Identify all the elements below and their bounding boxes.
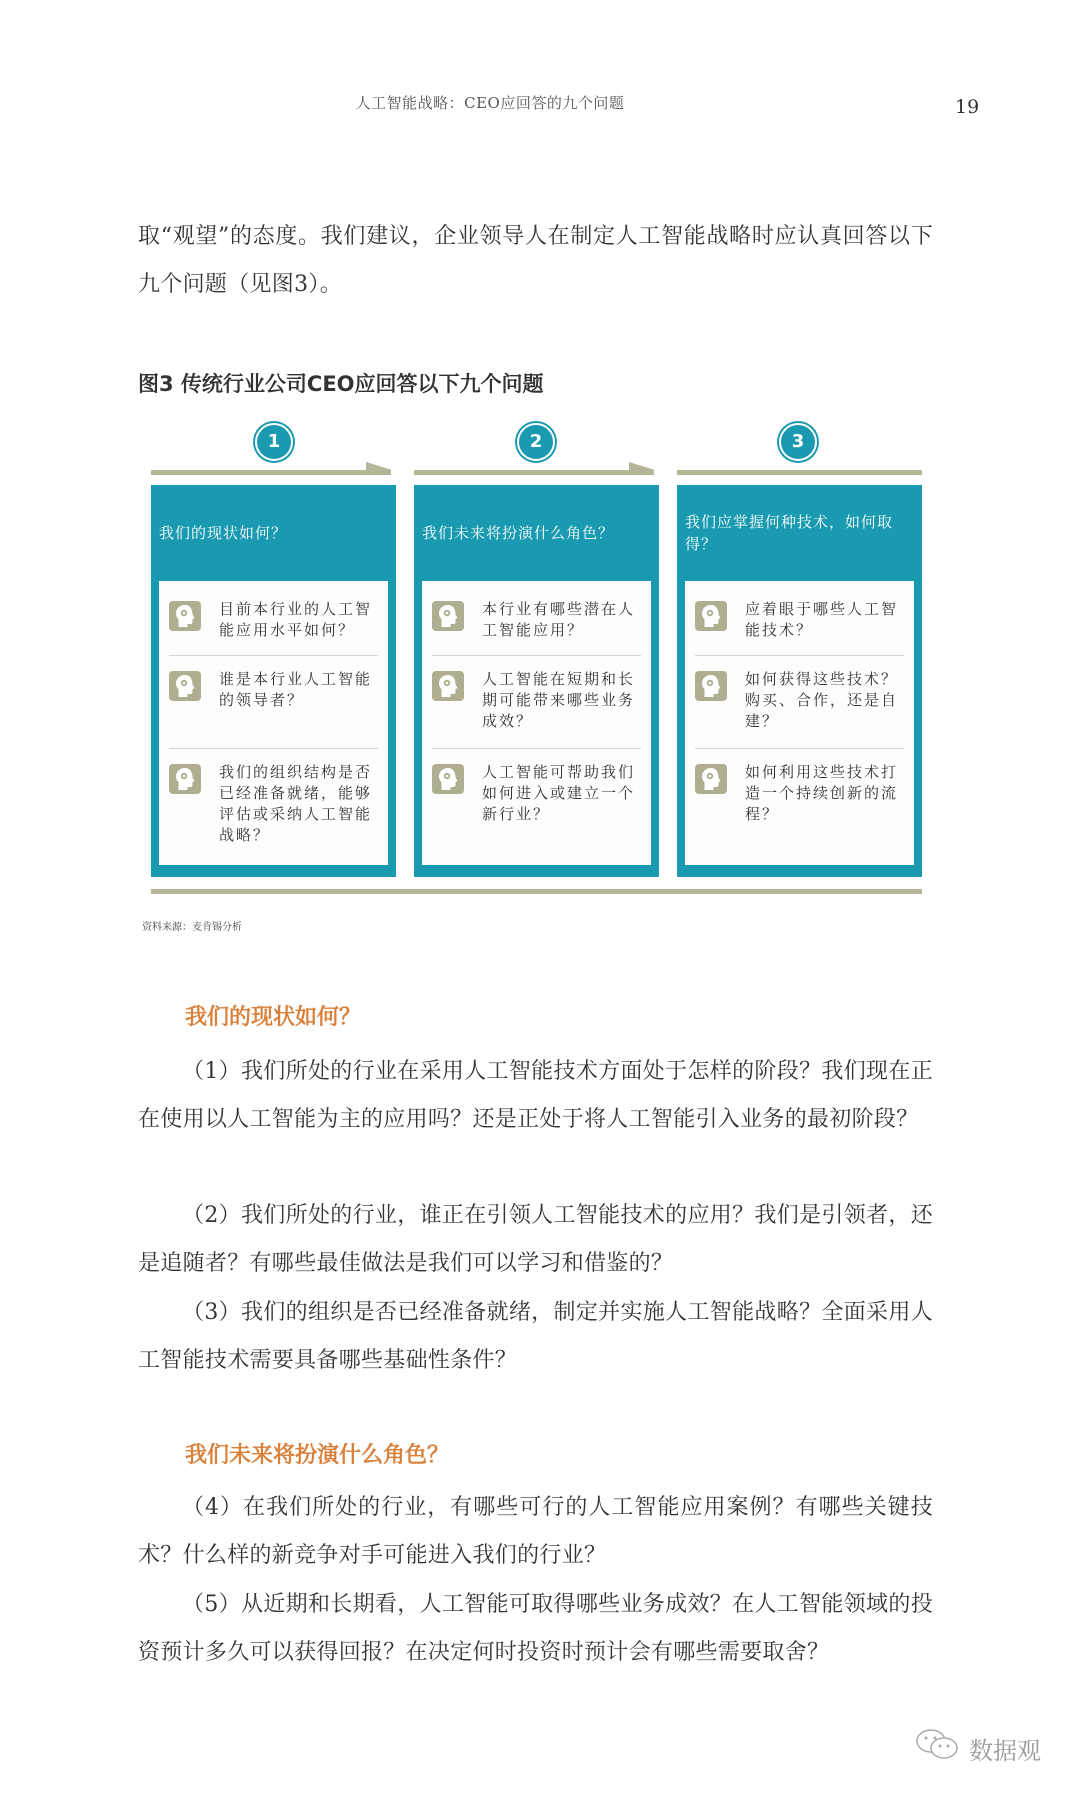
column-heading: 我们的现状如何？ bbox=[159, 524, 288, 542]
column-body bbox=[685, 581, 914, 865]
figure-bottom-bar bbox=[151, 889, 922, 894]
head-gear-icon bbox=[432, 601, 464, 631]
list-item bbox=[169, 762, 378, 846]
head-gear-icon bbox=[695, 601, 727, 631]
column-heading: 我们应掌握何种技术，如何取得？ bbox=[685, 513, 894, 553]
running-title bbox=[0, 92, 1080, 113]
running-title-text: 人工智能战略：CEO应回答的九个问题 bbox=[355, 94, 625, 112]
divider bbox=[695, 748, 904, 749]
divider bbox=[432, 655, 641, 656]
head-gear-icon bbox=[695, 764, 727, 794]
section-heading-1: 我们的现状如何？ bbox=[185, 1005, 362, 1030]
item-text: 谁是本行业人工智能的领导者？ bbox=[219, 670, 373, 709]
list-item bbox=[169, 669, 378, 711]
item-text: 如何获得这些技术？购买、合作，还是自建？ bbox=[745, 670, 899, 730]
item-text: 如何利用这些技术打造一个持续创新的流程？ bbox=[745, 763, 899, 823]
item-text: 人工智能在短期和长期可能带来哪些业务成效？ bbox=[482, 670, 636, 730]
item-text: 本行业有哪些潜在人工智能应用？ bbox=[482, 600, 636, 639]
arrow-head-icon bbox=[629, 462, 655, 470]
arrow-bar-3 bbox=[677, 470, 922, 475]
column-body bbox=[159, 581, 388, 865]
figure-column-1 bbox=[151, 485, 396, 877]
head-gear-icon bbox=[695, 671, 727, 701]
wechat-icon bbox=[915, 1728, 961, 1768]
body-paragraph-4: （4）在我们所处的行业，有哪些可行的人工智能应用案例？有哪些关键技术？什么样的新竞争对手可能进入我们的行业？ bbox=[138, 1495, 933, 1568]
arrow-bar-1 bbox=[151, 470, 391, 475]
list-item bbox=[432, 599, 641, 641]
intro-paragraph: 取“观望”的态度。我们建议，企业领导人在制定人工智能战略时应认真回答以下九个问题（见图3）。 bbox=[138, 224, 933, 297]
item-text: 我们的组织结构是否已经准备就绪，能够评估或采纳人工智能战略？ bbox=[219, 763, 373, 844]
list-item bbox=[432, 762, 641, 825]
head-gear-icon bbox=[432, 671, 464, 701]
figure-column-3 bbox=[677, 485, 922, 877]
list-item bbox=[432, 669, 641, 732]
head-gear-icon bbox=[432, 764, 464, 794]
list-item bbox=[695, 669, 904, 732]
head-gear-icon bbox=[169, 764, 201, 794]
item-text: 目前本行业的人工智能应用水平如何？ bbox=[219, 600, 373, 639]
column-heading: 我们未来将扮演什么角色？ bbox=[422, 524, 615, 542]
watermark bbox=[915, 1728, 1041, 1768]
arrow-head-icon bbox=[366, 462, 392, 470]
list-item bbox=[169, 599, 378, 641]
section-heading-2: 我们未来将扮演什么角色？ bbox=[185, 1443, 450, 1468]
item-text: 应着眼于哪些人工智能技术？ bbox=[745, 600, 899, 639]
head-gear-icon bbox=[169, 601, 201, 631]
divider bbox=[169, 655, 378, 656]
divider bbox=[695, 655, 904, 656]
page-number: 19 bbox=[955, 96, 980, 118]
arrow-bar-2 bbox=[414, 470, 654, 475]
list-item bbox=[695, 599, 904, 641]
body-paragraph-2: （2）我们所处的行业，谁正在引领人工智能技术的应用？我们是引领者，还是追随者？有哪些最佳做法是我们可以学习和借鉴的？ bbox=[138, 1203, 933, 1276]
watermark-text: 数据观 bbox=[969, 1736, 1041, 1765]
figure-source: 资料来源：麦肯锡分析 bbox=[142, 922, 242, 933]
divider bbox=[169, 748, 378, 749]
body-paragraph-5: （5）从近期和长期看，人工智能可取得哪些业务成效？在人工智能领域的投资预计多久可以获得回报？在决定何时投资时预计会有哪些需要取舍？ bbox=[138, 1592, 933, 1665]
body-paragraph-3: （3）我们的组织是否已经准备就绪，制定并实施人工智能战略？全面采用人工智能技术需要具备哪些基础性条件？ bbox=[138, 1300, 933, 1373]
step-number-2: 2 bbox=[517, 423, 555, 461]
head-gear-icon bbox=[169, 671, 201, 701]
step-number-3: 3 bbox=[779, 423, 817, 461]
column-body bbox=[422, 581, 651, 865]
body-paragraph-1: （1）我们所处的行业在采用人工智能技术方面处于怎样的阶段？我们现在正在使用以人工智能为主的应用吗？还是正处于将人工智能引入业务的最初阶段？ bbox=[138, 1059, 933, 1132]
figure-column-2 bbox=[414, 485, 659, 877]
step-number-1: 1 bbox=[255, 423, 293, 461]
figure-title: 图3 传统行业公司CEO应回答以下九个问题 bbox=[138, 372, 544, 396]
list-item bbox=[695, 762, 904, 825]
divider bbox=[432, 748, 641, 749]
item-text: 人工智能可帮助我们如何进入或建立一个新行业？ bbox=[482, 763, 636, 823]
